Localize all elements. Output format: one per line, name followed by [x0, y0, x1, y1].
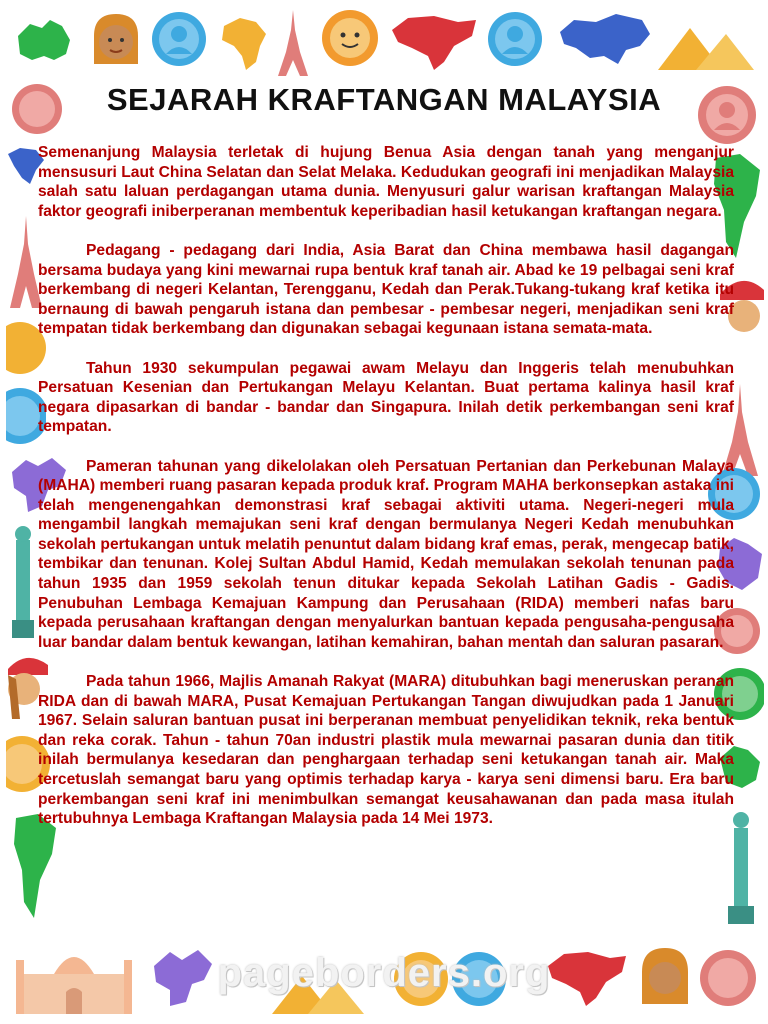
eiffel-tower-icon	[276, 8, 310, 78]
paragraph: Pada tahun 1966, Majlis Amanah Rakyat (MARA) ditubuhkan bagi meneruskan peranan RIDA dan di bawah MARA, Pusat Kemajuan Pertukangan Tangan diwujudkan pada 1 Januari 1967. Selain saluran bantuan pusat ini berperanan membuat penyelidikan teknik, reka bentuk dan reka corak. Tahun - tahun 70an industri plastik mula mewarnai pasaran dunia dan titik inilah bermulanya kesedaran dan penghargaan terhadap seni ketukangan tanah air. Maka tercetuslah semangat baru yang optimis terhadap karya - karya seni dimensi baru. Era baru perkembangan seni kraf ini menimbulkan semangat keusahawanan dan pada masa itulah tertubuhnya Lembaga Kraftangan Malaysia pada 14 Mei 1973.	[38, 673, 734, 828]
australia-map-icon	[10, 14, 76, 68]
page-title: SEJARAH KRAFTANGAN MALAYSIA	[106, 82, 662, 117]
coin-icon	[486, 10, 544, 68]
paragraph: Pedagang - pedagang dari India, Asia Barat dan China membawa hasil dagangan bersama budaya yang kini mewarnai rupa bentuk kraf tanah air. Abad ke 19 pelbagai seni kraf berkembang di negeri Kelantan, Terengganu, Kedah dan Perak.Tukang-tukang kraf ketika itu bernaung di bawah pengaruh istana dan pembesar - pembesar negeri, menjadikan seni kraf tempatan tidak berkembang dan digunakan sebagai kegunaan istana semata-mata.	[38, 241, 734, 338]
paragraph: Tahun 1930 sekumpulan pegawai awam Melayu dan Inggeris telah menubuhkan Persatuan Kesenian dan Pertukangan Melayu Kelantan. Buat pertama kalinya hasil kraf negara dipasarkan di bandar - bandar dan Singapura. Inilah detik perkembangan seni kraf tempatan.	[38, 359, 734, 436]
smiley-face-icon	[320, 8, 380, 68]
africa-map-icon	[216, 12, 272, 74]
paragraph: Semenanjung Malaysia terletak di hujung Benua Asia dengan tanah yang menganjur mensusuri Laut China Selatan dan Selat Melaka. Kedudukan geografi ini menjadikan Malaysia salah satu laluan perdagangan utama dunia. Menyusuri galur warisan kraftangan Malaysia faktor geografi iniberperanan membentuk keperibadian hasil ketukangan kraftangan negara.	[38, 144, 734, 220]
statue-of-liberty-icon	[8, 520, 38, 640]
north-america-map-icon	[388, 12, 480, 72]
paragraph: Pameran tahunan yang dikelolakan oleh Persatuan Pertanian dan Perkebunan Malaya (MAHA) memberi ruang pasaran kepada produk kraf. Program MAHA berkonsepkan astaka ini telah mengenengahkan demonstrasi kraf sebagai aktiviti utama. Negeri-negeri mula mengambil langkah memajukan seni kraf dengan bermulanya Negeri Kedah menubuhkan sekolah pertukangan untuk melatih penuntut dalam bidang kraf emas, perak, mengecap batik, tembikar dan tenunan. Kolej Sultan Abdul Hamid, Kedah memulakan sekolah tenunan pada tahun 1935 dan 1959 sekolah tenun ditukar kepada Sekolah Latihan Gadis - Gadis. Penubuhan Lembaga Kemajuan Kampung dan Perusahaan (RIDA) memberi nafas baru kepada perusahaan kraftangan dengan menyalurkan bantuan kepada pengusaha-pengusaha luar bandar dalam bentuk kewangan, latihan kemahiran, bahan mentah dan saluran pasaran.	[38, 457, 734, 651]
asia-map-icon	[556, 10, 654, 70]
pyramids-icon	[656, 20, 756, 72]
document-body	[38, 143, 734, 848]
watermark: pageborders.org	[217, 951, 551, 995]
coin-icon	[150, 10, 208, 68]
child-face-icon	[88, 10, 144, 72]
